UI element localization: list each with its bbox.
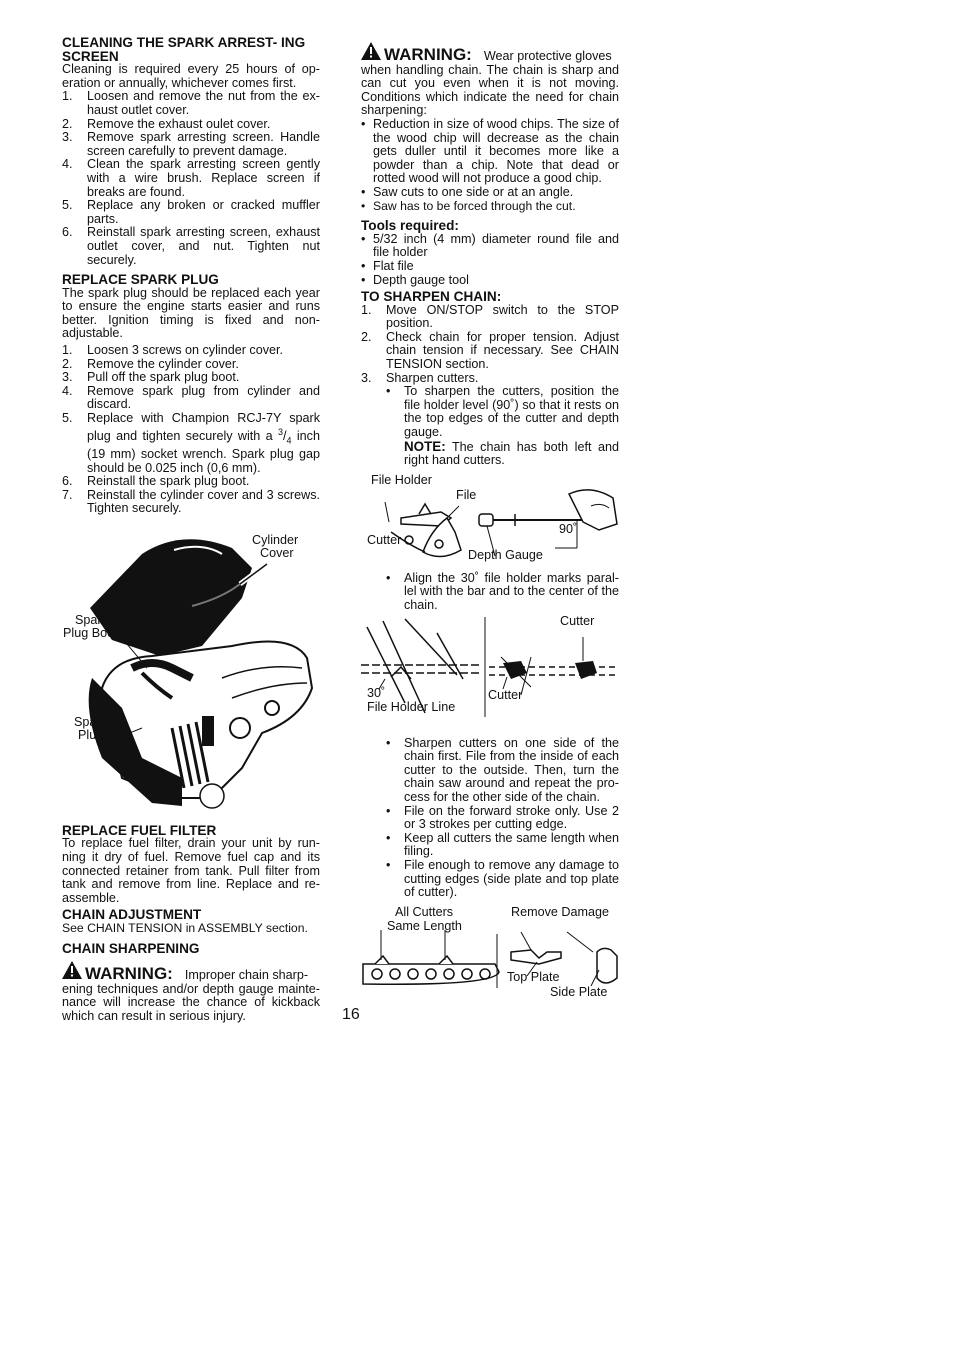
chain-sharpening-warning: WARNING: Improper chain sharp- <box>62 961 320 983</box>
list-item: 1. Loosen 3 screws on cylinder cover. <box>62 343 284 358</box>
depth-gauge-label: Depth Gauge <box>468 547 543 562</box>
list-item: 6. Reinstall the spark plug boot. <box>62 474 250 489</box>
cutter-length-diagram <box>361 906 619 1002</box>
list-item: 5. Replace with Champion RCJ-7Y spark plug and tighten securely with a $^3/_4$ inch (19 mm) socket wrench. Spark plug gap should be 0.025 inch (0,6 mm). <box>62 411 320 475</box>
spark-screen-intro: Cleaning is required every 25 hours of op- eration or annually, whichever comes first. <box>62 62 320 90</box>
chain-adjustment-heading: CHAIN ADJUSTMENT <box>62 907 202 923</box>
list-item: • File on the forward stroke only. Use 2 or 3 strokes per cutting edge. <box>361 805 619 832</box>
list-item: 4. Clean the spark arresting screen gently with a wire brush. Replace screen if breaks are found. <box>62 157 320 199</box>
warning-icon <box>62 961 82 979</box>
list-item: • Reduction in size of wood chips. The size of the wood chip will decrease as the chain gets duller until it becomes more like a powder than a chip. Note that dead or rotted wood will not produce a good chip. <box>361 118 619 186</box>
chainsaw-engine-drawing <box>62 528 320 818</box>
same-length-label: Same Length <box>387 918 462 933</box>
cutter-top-label: Cutter <box>560 613 595 628</box>
list-item: 6. Reinstall spark arresting screen, exhaust outlet cover, and nut. Tighten nut securely. <box>62 225 320 267</box>
cutter-bottom-label: Cutter <box>488 687 523 702</box>
right-column <box>361 42 619 1002</box>
list-item: • Sharpen cutters on one side of the chain first. File from the inside of each cutter to the outside. Then, turn the chain saw around and repeat the pro- cess for the other side of the chain. <box>361 737 619 805</box>
remove-damage-label: Remove Damage <box>511 904 609 919</box>
note-label: NOTE: <box>404 438 446 454</box>
spark-plug-heading: REPLACE SPARK PLUG <box>62 272 219 288</box>
all-cutters-label: All Cutters <box>395 904 454 919</box>
list-item: 2. Check chain for proper tension. Adjust chain tension if necessary. See CHAIN TENSION section. <box>361 329 619 372</box>
file-label: File <box>456 487 477 502</box>
spark-plug-label-line1: Spark <box>74 714 107 729</box>
spark-screen-heading: CLEANING THE SPARK ARREST- ING SCREEN <box>62 35 306 64</box>
file-holder-line-label: File Holder Line <box>367 699 456 714</box>
list-item: 5. Replace any broken or cracked muffler parts. <box>62 198 320 226</box>
fuel-filter-text: To replace fuel filter, drain your unit by run- ning it dry of fuel. Remove fuel cap and its connected retainer from tank. Pull filter from tank and remove from line. Replace and re- assemble. <box>62 836 320 905</box>
list-item: 1. Loosen and remove the nut from the ex- haust outlet cover. <box>62 89 320 117</box>
filing-tips <box>361 737 619 900</box>
list-item: • 5/32 inch (4 mm) diameter round file and file holder <box>361 233 619 260</box>
list-item: 7. Reinstall the cylinder cover and 3 screws. Tighten securely. <box>62 487 320 516</box>
spark-plug-label-line2: Plug <box>78 727 104 742</box>
file-holder-label: File Holder <box>371 472 432 487</box>
list-item: • Saw cuts to one side or at an angle. <box>361 186 619 200</box>
list-item: • Depth gauge tool <box>361 274 619 288</box>
list-item: 3. Remove spark arresting screen. Handle screen carefully to prevent damage. <box>62 130 320 158</box>
cutter-label: Cutter <box>367 532 402 547</box>
left-column <box>62 36 320 1024</box>
side-plate-label: Side Plate <box>550 984 608 999</box>
spark-plug-steps <box>62 344 320 516</box>
warning-icon <box>361 42 381 60</box>
spark-plug-intro: The spark plug should be replaced each year to ensure the engine starts easier and runs better. Ignition timing is fixed and non- adjustable. <box>62 285 320 341</box>
spark-boot-label-line1: Spark <box>75 612 108 627</box>
angle-30-label: 30˚ <box>367 685 386 700</box>
tools-list <box>361 233 619 287</box>
spark-screen-steps <box>62 90 320 267</box>
cylinder-label-line1: Cylinder <box>252 532 299 547</box>
list-item: • Flat file <box>361 260 619 274</box>
align-file-holder-text: • Align the 30˚ file holder marks paral- lel with the bar and to the center of the chain. <box>361 572 619 613</box>
tools-heading: Tools required: <box>361 218 459 234</box>
list-item: • Keep all cutters the same length when filing. <box>361 832 619 859</box>
list-item: 3. Pull off the spark plug boot. <box>62 370 240 385</box>
list-item: 2. Remove the exhaust oulet cover. <box>62 116 271 131</box>
cylinder-label-line2: Cover <box>260 545 294 560</box>
top-plate-label: Top Plate <box>507 969 560 984</box>
chain-sharpening-warning-text: ening techniques and/or depth gauge mainte- nance will increase the chance of kickback which can result in serious injury. <box>62 981 320 1024</box>
angle-90-label: 90˚ <box>559 521 578 536</box>
list-item: • Saw has to be forced through the cut. <box>361 200 619 214</box>
fuel-filter-heading: REPLACE FUEL FILTER <box>62 822 217 838</box>
list-item: 2. Remove the cylinder cover. <box>62 356 239 371</box>
spark-plug-illustration <box>62 528 320 818</box>
sharpening-conditions <box>361 118 619 213</box>
file-holder-diagram <box>361 474 619 570</box>
chain-sharpening-heading: CHAIN SHARPENING <box>62 940 200 956</box>
gloves-warning-text: when handling chain. The chain is sharp and can cut you even when it is not moving. Conditions which indicate the need for chain sharpening: <box>361 62 619 118</box>
sharpen-steps <box>361 304 619 386</box>
spark-boot-label-line2: Plug Boot <box>63 625 118 640</box>
position-file-holder-text: • To sharpen the cutters, position the file holder level (90˚) so that it rests on the top edges of the cutter and depth gauge. NOTE: The chain has both left and right hand cutters. <box>361 385 619 468</box>
list-item: 1. Move ON/STOP switch to the STOP position. <box>361 302 619 331</box>
page-number: 16 <box>342 1006 360 1023</box>
chain-adjustment-text: See CHAIN TENSION in ASSEMBLY section. <box>62 921 308 936</box>
list-item: 4. Remove spark plug from cylinder and discard. <box>62 383 320 412</box>
file-holder-line-diagram <box>361 613 619 723</box>
list-item: • File enough to remove any damage to cutting edges (side plate and top plate of cutter). <box>361 859 619 900</box>
list-item: 3. Sharpen cutters. <box>361 370 479 385</box>
gloves-warning: WARNING: Wear protective gloves <box>361 42 619 64</box>
sharpen-heading: TO SHARPEN CHAIN: <box>361 289 502 305</box>
